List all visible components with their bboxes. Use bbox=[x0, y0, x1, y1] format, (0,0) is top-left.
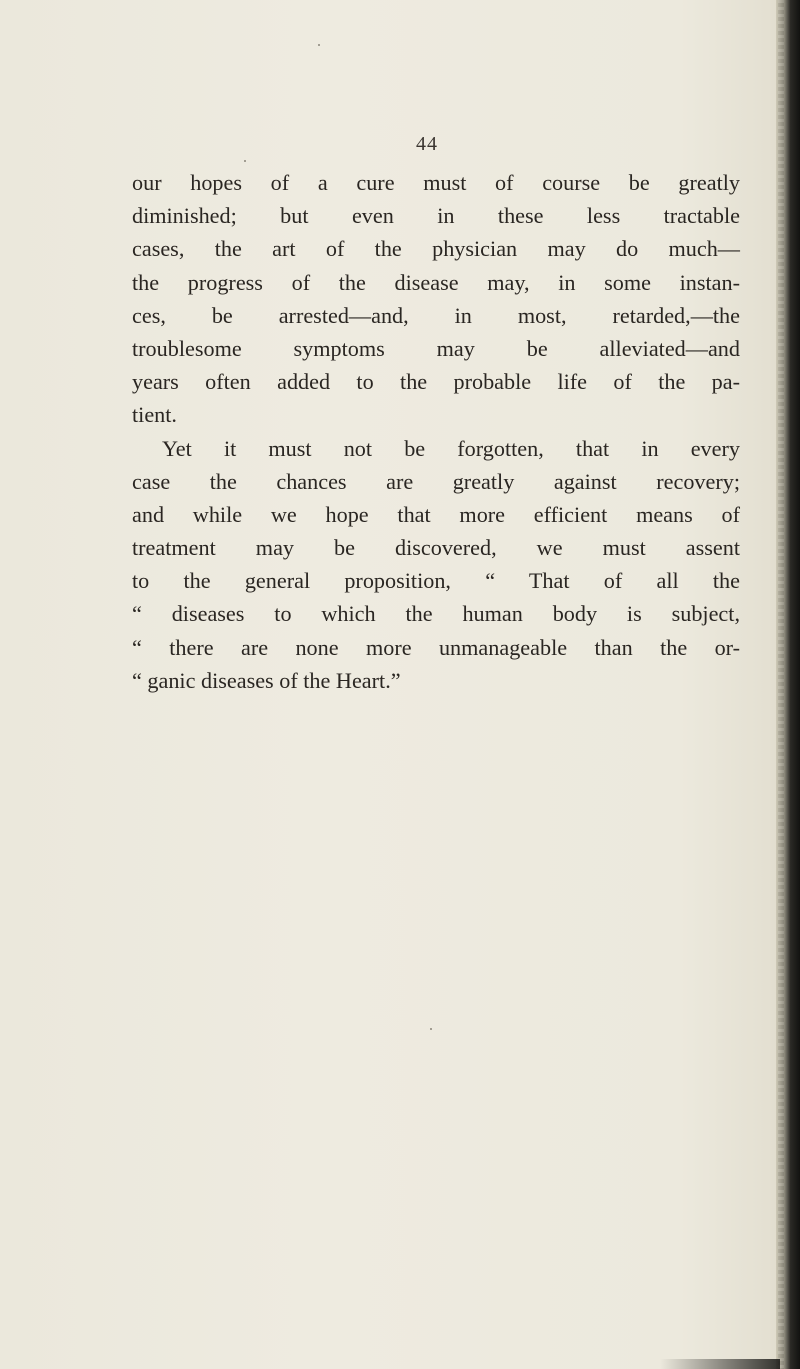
paragraph-start-line: Yet it must not be forgotten, that in every bbox=[162, 435, 740, 461]
text-line: to the general proposition, “ That of all the bbox=[132, 568, 740, 594]
text-line: diminished; but even in these less tractable bbox=[132, 203, 740, 229]
text-line: cases, the art of the physician may do much— bbox=[132, 236, 740, 262]
text-line: treatment may be discovered, we must assent bbox=[132, 535, 740, 561]
text-line: the progress of the disease may, in some instan- bbox=[132, 269, 740, 295]
text-line: “ there are none more unmanageable than the or- bbox=[132, 634, 740, 660]
paper-speck bbox=[430, 1028, 432, 1030]
page-number: 44 bbox=[416, 133, 438, 155]
text-line: years often added to the probable life of the pa- bbox=[132, 369, 740, 395]
text-line: ces, be arrested—and, in most, retarded,—the bbox=[132, 302, 740, 328]
paper-speck bbox=[318, 44, 320, 46]
text-line: “ ganic diseases of the Heart.” bbox=[132, 667, 401, 693]
text-line: “ diseases to which the human body is subject, bbox=[132, 601, 740, 627]
paper-speck bbox=[244, 160, 246, 162]
body-text bbox=[132, 166, 740, 697]
text-line: tient. bbox=[132, 402, 177, 428]
page-binding-edge bbox=[776, 0, 800, 1369]
page-corner-shadow bbox=[660, 1359, 780, 1369]
text-line: troublesome symptoms may be alleviated—and bbox=[132, 335, 740, 361]
text-line: our hopes of a cure must of course be greatly bbox=[132, 170, 740, 195]
text-line: case the chances are greatly against recovery; bbox=[132, 468, 740, 494]
text-line: and while we hope that more efficient means of bbox=[132, 501, 740, 527]
